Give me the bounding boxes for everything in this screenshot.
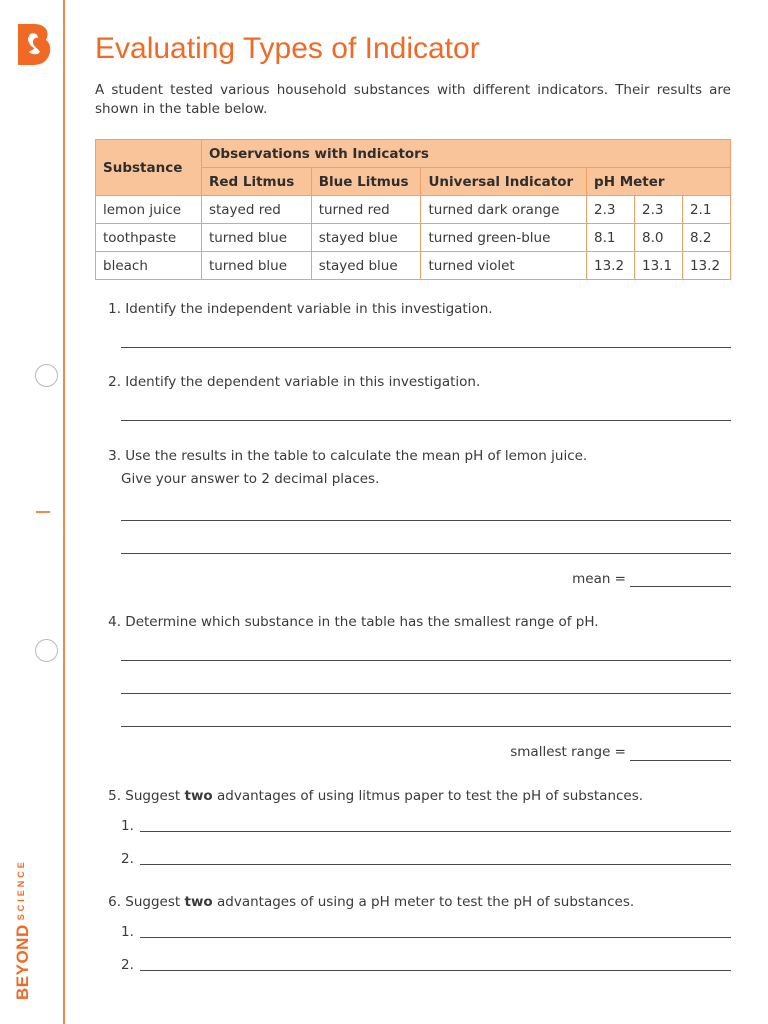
- fold-mark: [36, 511, 50, 513]
- cell-ph-2: 8.0: [635, 224, 683, 252]
- cell-substance: bleach: [96, 252, 202, 280]
- intro-text: A student tested various household substances with different indicators. Their results are shown in the table below.: [95, 82, 731, 117]
- answer-line-4b[interactable]: [121, 693, 731, 694]
- cell-substance: toothpaste: [96, 224, 202, 252]
- range-answer-line[interactable]: [630, 760, 731, 761]
- punch-hole-bottom: [35, 639, 58, 662]
- question-text-bold: two: [184, 894, 213, 910]
- answer-line-4c[interactable]: [121, 726, 731, 727]
- question-4: [95, 611, 599, 634]
- answer-line-3b[interactable]: [121, 553, 731, 554]
- cell-substance: lemon juice: [96, 196, 202, 224]
- beyond-logo-icon: [16, 22, 52, 66]
- item-label: 2.: [121, 851, 134, 867]
- header-observations: Observations with Indicators: [201, 140, 730, 168]
- answer-line-5-2[interactable]: [140, 864, 731, 865]
- cell-red-litmus: turned blue: [201, 224, 311, 252]
- cell-red-litmus: stayed red: [201, 196, 311, 224]
- answer-line-3a[interactable]: [121, 520, 731, 521]
- cell-blue-litmus: stayed blue: [311, 252, 421, 280]
- cell-ph-3: 13.2: [682, 252, 730, 280]
- page-title: Evaluating Types of Indicator: [95, 32, 480, 65]
- answer-line-6-1[interactable]: [140, 937, 731, 938]
- header-ph-meter: pH Meter: [587, 168, 731, 196]
- answer-line-6-2[interactable]: [140, 970, 731, 971]
- cell-red-litmus: turned blue: [201, 252, 311, 280]
- punch-hole-top: [35, 364, 58, 387]
- question-3-subtext: Give your answer to 2 decimal places.: [121, 471, 380, 487]
- cell-universal: turned dark orange: [421, 196, 587, 224]
- cell-ph-1: 2.3: [587, 196, 635, 224]
- question-3: [95, 445, 587, 468]
- question-text-bold: two: [184, 788, 213, 804]
- cell-blue-litmus: stayed blue: [311, 224, 421, 252]
- mean-answer-line[interactable]: [630, 586, 731, 587]
- brand-word-beyond: BEYOND: [13, 924, 32, 1000]
- header-blue-litmus: Blue Litmus: [311, 168, 421, 196]
- question-number: 2.: [108, 374, 121, 390]
- question-text: [125, 894, 634, 910]
- question-2: [95, 371, 480, 394]
- smallest-range-label: smallest range =: [510, 744, 626, 760]
- answer-line-2[interactable]: [121, 420, 731, 421]
- question-text: Determine which substance in the table has the smallest range of pH.: [125, 614, 599, 630]
- cell-ph-3: 2.1: [682, 196, 730, 224]
- brand-word-science: SCIENCE: [16, 859, 26, 921]
- question-text: [125, 788, 643, 804]
- cell-blue-litmus: turned red: [311, 196, 421, 224]
- question-text-pre: Suggest: [125, 788, 185, 804]
- answer-line-4a[interactable]: [121, 660, 731, 661]
- header-substance: Substance: [96, 140, 202, 196]
- question-number: 6.: [108, 894, 121, 910]
- brand-wordmark: [13, 859, 33, 1000]
- question-text: Identify the independent variable in this investigation.: [125, 301, 493, 317]
- question-6: [95, 891, 634, 914]
- question-text-pre: Suggest: [125, 894, 185, 910]
- question-text: Use the results in the table to calculate the mean pH of lemon juice.: [125, 448, 588, 464]
- margin-line: [63, 0, 65, 1024]
- question-5: [95, 785, 643, 808]
- answer-line-1[interactable]: [121, 347, 731, 348]
- results-table: [95, 139, 731, 280]
- question-text-post: advantages of using litmus paper to test the pH of substances.: [212, 788, 644, 804]
- header-universal-indicator: Universal Indicator: [421, 168, 587, 196]
- item-label: 2.: [121, 957, 134, 973]
- cell-universal: turned green-blue: [421, 224, 587, 252]
- question-number: 4.: [108, 614, 121, 630]
- mean-label: mean =: [572, 571, 626, 587]
- question-number: 5.: [108, 788, 121, 804]
- answer-line-5-1[interactable]: [140, 831, 731, 832]
- question-number: 3.: [108, 448, 121, 464]
- item-label: 1.: [121, 924, 134, 940]
- question-text: Identify the dependent variable in this investigation.: [125, 374, 481, 390]
- cell-ph-1: 8.1: [587, 224, 635, 252]
- cell-ph-2: 2.3: [635, 196, 683, 224]
- question-number: 1.: [108, 301, 121, 317]
- table-row: [96, 196, 731, 224]
- item-label: 1.: [121, 818, 134, 834]
- header-red-litmus: Red Litmus: [201, 168, 311, 196]
- cell-ph-1: 13.2: [587, 252, 635, 280]
- table-row: [96, 224, 731, 252]
- table-row: [96, 252, 731, 280]
- cell-ph-3: 8.2: [682, 224, 730, 252]
- question-text-post: advantages of using a pH meter to test the pH of substances.: [212, 894, 635, 910]
- question-1: [95, 298, 493, 321]
- cell-universal: turned violet: [421, 252, 587, 280]
- cell-ph-2: 13.1: [635, 252, 683, 280]
